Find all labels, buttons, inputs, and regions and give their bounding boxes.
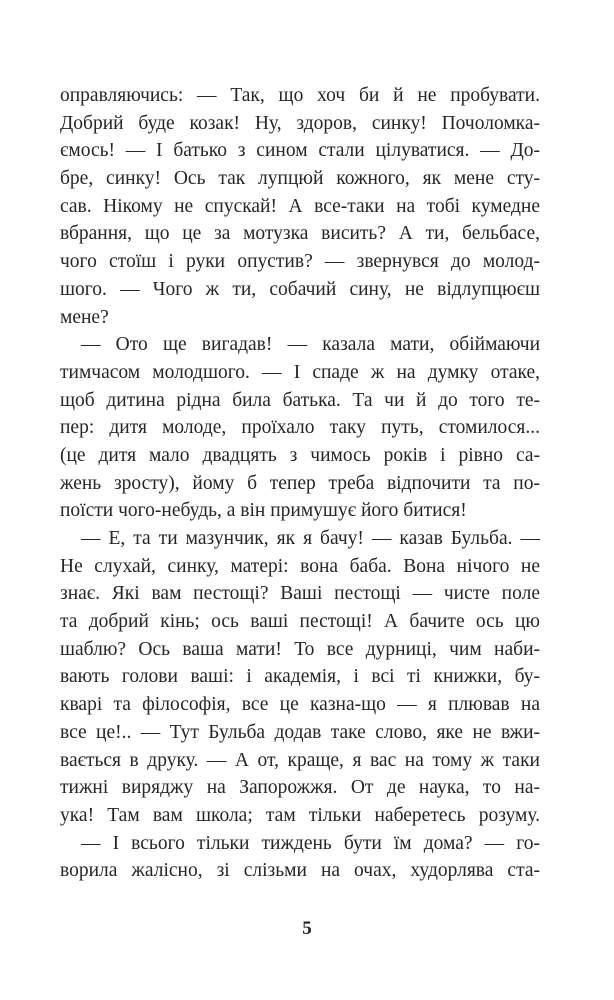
text-line: знає. Які вам пестощі? Ваші пестощі — чисте поле: [60, 583, 540, 605]
text-line: — Е, та ти мазунчик, як я бачу! — казав Бульба. —: [81, 528, 540, 549]
text-line: ємось! — І батько з сином стали цілуватися. — До-: [60, 140, 540, 162]
page-text: [60, 82, 540, 885]
text-line: тижні виряджу на Запорожжя. От де наука, то на-: [60, 777, 540, 799]
text-line: вають голови ваші: і академія, і всі ті книжки, бу-: [60, 666, 540, 688]
text-line: кварі та філософія, все це казна-що — я плював на: [60, 694, 540, 716]
text-line: щоб дитина рідна била батька. Та чи й до того те-: [60, 389, 540, 411]
text-line: та добрий кінь; ось ваші пестощі! А бачите ось цю: [60, 611, 540, 633]
text-line: жень зросту), йому б тепер треба відпочити та по-: [60, 472, 540, 494]
text-line: — І всього тільки тиждень бути їм дома? — го-: [81, 832, 540, 854]
text-line: (це дитя мало двадцять з чимось років і рівно са-: [60, 444, 540, 466]
text-line: вається в друку. — А от, краще, я вас на тому ж таки: [60, 749, 540, 771]
text-line: вбрання, що це за мотузка висить? А ти, бельбасе,: [60, 223, 540, 245]
text-line: ука! Там вам школа; там тільки наберетесь розуму.: [60, 804, 540, 826]
text-line: оправляючись: — Так, що хоч би й не пробувати.: [60, 85, 540, 106]
text-line: поїсти чого-небудь, а він примушує його битися!: [60, 500, 467, 522]
text-line: Не слухай, синку, матері: вона баба. Вона нічого не: [60, 555, 540, 577]
text-line: Добрий буде козак! Ну, здоров, синку! Почоломка-: [60, 112, 540, 134]
text-line: мене?: [60, 306, 109, 328]
text-line: все це!.. — Тут Бульба додав таке слово, яке не вжи-: [60, 721, 540, 743]
text-line: пер: дитя молоде, проїхало таку путь, стомилося...: [60, 417, 540, 439]
text-line: чого стоїш і руки опустив? — звернувся до молод-: [60, 251, 540, 273]
text-line: — Ото ще вигадав! — казала мати, обіймаючи: [81, 334, 540, 356]
text-line: бре, синку! Ось так лупцюй кожного, як мене сту-: [60, 168, 540, 190]
page-number: 5: [302, 918, 312, 939]
text-line: ворила жалісно, зі слізьми на очах, худорлява ста-: [60, 860, 540, 882]
text-line: тимчасом молодшого. — І спаде ж на думку отаке,: [60, 361, 540, 383]
text-line: шаблю? Ось ваша мати! То все дурниці, чим наби-: [60, 638, 540, 660]
text-line: шого. — Чого ж ти, собачий сину, не відлупцюєш: [60, 278, 540, 300]
text-line: сав. Нікому не спускай! А все-таки на тобі кумедне: [60, 195, 540, 217]
